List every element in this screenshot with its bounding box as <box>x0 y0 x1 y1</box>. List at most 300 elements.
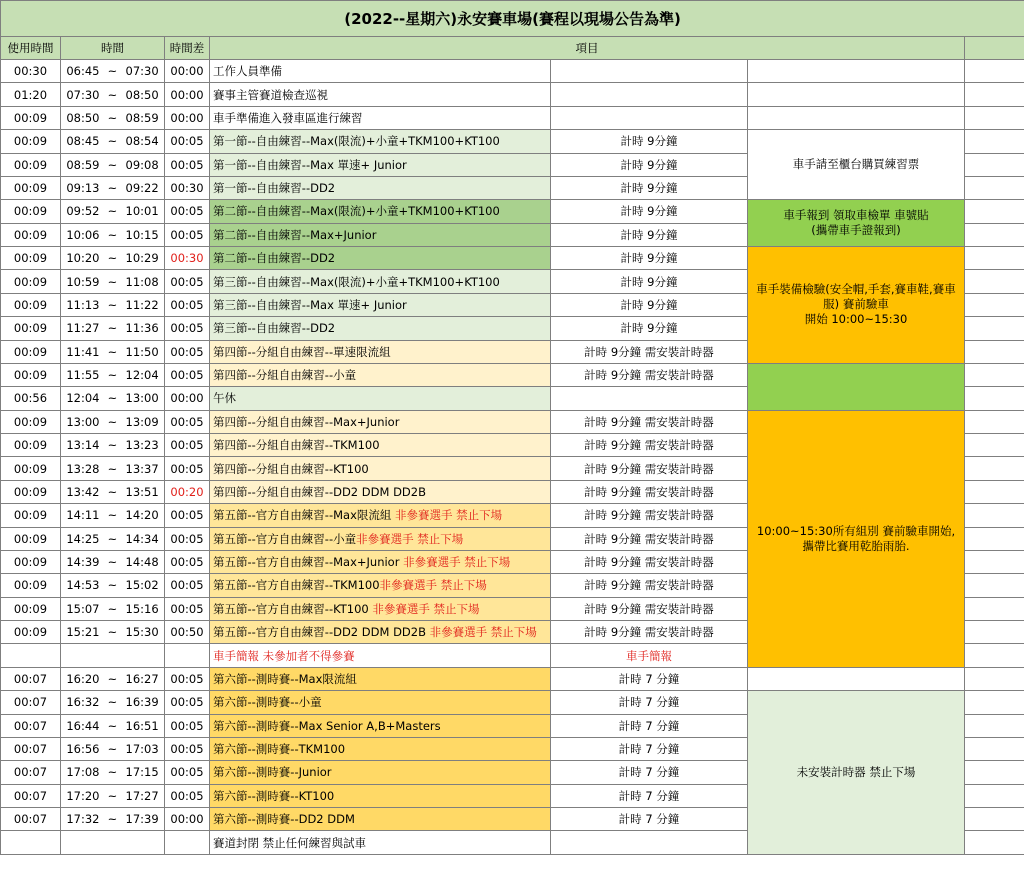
end-time: 10:29 <box>125 251 159 266</box>
end-time: 14:48 <box>125 555 159 570</box>
blank-cell <box>965 410 1024 433</box>
end-time: 11:36 <box>125 321 159 336</box>
start-time: 09:52 <box>66 204 100 219</box>
blank-cell <box>965 434 1024 457</box>
item-text: 第四節--分組自由練習--TKM100 <box>213 438 380 453</box>
blank-cell <box>965 83 1024 106</box>
start-time: 16:20 <box>66 671 100 686</box>
duration-note-cell: 計時 9分鐘 <box>551 223 748 246</box>
time-separator: ~ <box>107 227 118 242</box>
item-text: 第六節--測時賽--DD2 DDM <box>213 812 355 827</box>
use-time-cell: 00:09 <box>1 317 61 340</box>
time-separator: ~ <box>107 344 118 359</box>
blank-cell <box>965 621 1024 644</box>
item-text: 午休 <box>213 391 236 406</box>
use-time-cell: 00:09 <box>1 457 61 480</box>
item-text: 賽道封閉 禁止任何練習與試車 <box>213 835 367 850</box>
item-text: 第一節--自由練習--Max(限流)+小童+TKM100+KT100 <box>213 134 500 149</box>
time-diff-cell: 00:00 <box>165 83 210 106</box>
time-diff-cell: 00:05 <box>165 317 210 340</box>
blank-cell <box>965 247 1024 270</box>
time-range-cell <box>61 737 165 760</box>
time-range-cell <box>61 574 165 597</box>
duration-note-cell: 計時 9分鐘 需安裝計時器 <box>551 340 748 363</box>
time-separator: ~ <box>107 321 118 336</box>
time-diff-cell: 00:00 <box>165 808 210 831</box>
end-time: 14:20 <box>125 508 159 523</box>
blank-cell <box>965 130 1024 153</box>
item-cell <box>210 784 551 807</box>
blank-cell <box>965 714 1024 737</box>
table-row <box>1 106 1024 129</box>
blank-cell <box>965 597 1024 620</box>
item-cell <box>210 387 551 410</box>
blank-cell <box>965 457 1024 480</box>
end-time: 09:22 <box>125 181 159 196</box>
duration-note-cell: 計時 9分鐘 需安裝計時器 <box>551 574 748 597</box>
start-time: 09:13 <box>66 181 100 196</box>
use-time-cell: 00:09 <box>1 340 61 363</box>
item-cell <box>210 200 551 223</box>
duration-note-cell: 計時 7 分鐘 <box>551 784 748 807</box>
use-time-cell: 00:07 <box>1 667 61 690</box>
duration-note-cell: 車手簡報 <box>551 644 748 667</box>
use-time-cell: 00:09 <box>1 270 61 293</box>
time-range-cell <box>61 60 165 83</box>
page-title: (2022--星期六)永安賽車場(賽程以現場公告為準) <box>1 1 1024 37</box>
item-warning: 非參賽選手 禁止下場 <box>372 601 480 616</box>
use-time-cell: 00:07 <box>1 737 61 760</box>
time-separator: ~ <box>107 788 118 803</box>
end-time: 16:51 <box>125 718 159 733</box>
duration-note-cell: 計時 9分鐘 <box>551 153 748 176</box>
item-cell <box>210 434 551 457</box>
end-time: 07:30 <box>125 64 159 79</box>
start-time: 13:42 <box>66 484 100 499</box>
blank-cell <box>965 808 1024 831</box>
blank-cell <box>965 504 1024 527</box>
time-diff-cell: 00:05 <box>165 667 210 690</box>
item-text: 第四節--分組自由練習--DD2 DDM DD2B <box>213 484 426 499</box>
time-diff-cell: 00:05 <box>165 130 210 153</box>
time-separator: ~ <box>107 368 118 383</box>
time-range-cell <box>61 130 165 153</box>
item-cell <box>210 130 551 153</box>
item-text: 第五節--官方自由練習--TKM100 <box>213 578 380 593</box>
time-separator: ~ <box>107 251 118 266</box>
time-separator: ~ <box>107 531 118 546</box>
time-diff-cell: 00:05 <box>165 410 210 433</box>
end-time: 16:27 <box>125 671 159 686</box>
time-diff-cell: 00:05 <box>165 527 210 550</box>
header-blank <box>965 37 1024 60</box>
item-text: 第三節--自由練習--Max(限流)+小童+TKM100+KT100 <box>213 274 500 289</box>
blank-cell <box>965 387 1024 410</box>
item-text: 第四節--分組自由練習--單速限流組 <box>213 344 391 359</box>
item-cell <box>210 457 551 480</box>
time-separator: ~ <box>107 274 118 289</box>
use-time-cell: 00:09 <box>1 597 61 620</box>
use-time-cell: 00:09 <box>1 223 61 246</box>
note-green-block <box>748 363 965 410</box>
end-time: 13:00 <box>125 391 159 406</box>
duration-note-cell: 計時 9分鐘 <box>551 317 748 340</box>
blank-cell <box>965 317 1024 340</box>
start-time: 08:59 <box>66 157 100 172</box>
end-time: 10:15 <box>125 227 159 242</box>
start-time: 12:04 <box>66 391 100 406</box>
time-range-cell <box>61 714 165 737</box>
item-text: 第六節--測時賽--Max Senior A,B+Masters <box>213 718 441 733</box>
start-time: 15:07 <box>66 601 100 616</box>
blank-cell <box>965 176 1024 199</box>
duration-note-cell: 計時 9分鐘 <box>551 200 748 223</box>
use-time-cell: 00:09 <box>1 130 61 153</box>
time-diff-cell: 00:05 <box>165 293 210 316</box>
time-separator: ~ <box>107 391 118 406</box>
item-cell <box>210 176 551 199</box>
start-time: 17:08 <box>66 765 100 780</box>
time-separator: ~ <box>107 742 118 757</box>
time-diff-cell: 00:30 <box>165 176 210 199</box>
end-time: 15:30 <box>125 625 159 640</box>
use-time-cell <box>1 644 61 667</box>
blank-cell <box>965 153 1024 176</box>
note-inspection-2: 10:00~15:30所有組別 賽前驗車開始, 攜帶比賽用乾胎雨胎. <box>748 410 965 667</box>
duration-note-cell: 計時 9分鐘 需安裝計時器 <box>551 504 748 527</box>
duration-note-cell <box>551 831 748 854</box>
item-cell <box>210 106 551 129</box>
item-warning: 車手簡報 未參加者不得參賽 <box>213 648 355 663</box>
time-range-cell <box>61 410 165 433</box>
duration-note-cell: 計時 9分鐘 <box>551 130 748 153</box>
time-range-cell <box>61 340 165 363</box>
item-warning: 非參賽選手 禁止下場 <box>395 508 503 523</box>
time-diff-cell: 00:05 <box>165 714 210 737</box>
item-text: 第四節--分組自由練習--小童 <box>213 368 357 383</box>
time-diff-cell: 00:00 <box>165 60 210 83</box>
start-time: 14:53 <box>66 578 100 593</box>
use-time-cell: 00:07 <box>1 691 61 714</box>
duration-note-cell: 計時 9分鐘 需安裝計時器 <box>551 457 748 480</box>
item-text: 第五節--官方自由練習--Max限流組 <box>213 508 396 523</box>
end-time: 14:34 <box>125 531 159 546</box>
use-time-cell: 00:09 <box>1 153 61 176</box>
start-time: 14:39 <box>66 555 100 570</box>
item-text: 第五節--官方自由練習--Max+Junior <box>213 555 404 570</box>
start-time: 11:55 <box>66 368 100 383</box>
item-cell <box>210 574 551 597</box>
item-text: 工作人員準備 <box>213 64 282 79</box>
header-use-time: 使用時間 <box>1 37 61 60</box>
item-text: 第二節--自由練習--DD2 <box>213 251 336 266</box>
duration-note-cell: 計時 7 分鐘 <box>551 761 748 784</box>
item-text: 第三節--自由練習--DD2 <box>213 321 336 336</box>
end-time: 17:15 <box>125 765 159 780</box>
time-range-cell <box>61 176 165 199</box>
end-time: 13:51 <box>125 484 159 499</box>
item-cell <box>210 270 551 293</box>
blank-cell <box>965 574 1024 597</box>
duration-note-cell: 計時 9分鐘 <box>551 176 748 199</box>
start-time: 13:28 <box>66 461 100 476</box>
use-time-cell: 00:07 <box>1 808 61 831</box>
header-time-diff: 時間差 <box>165 37 210 60</box>
time-range-cell <box>61 317 165 340</box>
duration-note-cell: 計時 9分鐘 需安裝計時器 <box>551 480 748 503</box>
blank-cell <box>965 784 1024 807</box>
item-text: 第五節--官方自由練習--DD2 DDM DD2B <box>213 625 430 640</box>
time-range-cell <box>61 550 165 573</box>
time-range-cell <box>61 200 165 223</box>
time-diff-cell: 00:00 <box>165 106 210 129</box>
use-time-cell: 00:09 <box>1 176 61 199</box>
item-cell <box>210 60 551 83</box>
side-note-cell <box>748 106 965 129</box>
header-time: 時間 <box>61 37 165 60</box>
table-row <box>1 60 1024 83</box>
time-diff-cell: 00:05 <box>165 784 210 807</box>
use-time-cell: 00:09 <box>1 574 61 597</box>
duration-note-cell: 計時 9分鐘 需安裝計時器 <box>551 363 748 386</box>
item-cell <box>210 644 551 667</box>
start-time: 07:30 <box>66 87 100 102</box>
start-time: 08:50 <box>66 110 100 125</box>
item-cell <box>210 831 551 854</box>
item-warning: 非參賽選手 禁止下場 <box>356 531 464 546</box>
time-range-cell <box>61 106 165 129</box>
time-separator: ~ <box>107 157 118 172</box>
time-diff-cell: 00:05 <box>165 504 210 527</box>
time-diff-cell: 00:05 <box>165 434 210 457</box>
time-range-cell <box>61 293 165 316</box>
time-separator: ~ <box>107 297 118 312</box>
use-time-cell: 00:07 <box>1 714 61 737</box>
time-range-cell <box>61 831 165 854</box>
item-cell <box>210 527 551 550</box>
note-no-timer: 未安裝計時器 禁止下場 <box>748 691 965 855</box>
table-row <box>1 130 1024 153</box>
use-time-cell: 00:09 <box>1 504 61 527</box>
start-time: 16:44 <box>66 718 100 733</box>
blank-cell <box>965 550 1024 573</box>
duration-note-cell <box>551 106 748 129</box>
item-text: 第二節--自由練習--Max(限流)+小童+TKM100+KT100 <box>213 204 500 219</box>
item-warning: 非參賽選手 禁止下場 <box>379 578 487 593</box>
time-separator: ~ <box>107 414 118 429</box>
time-separator: ~ <box>107 461 118 476</box>
end-time: 11:50 <box>125 344 159 359</box>
item-cell <box>210 293 551 316</box>
time-diff-cell: 00:05 <box>165 363 210 386</box>
use-time-cell: 00:09 <box>1 410 61 433</box>
start-time: 10:20 <box>66 251 100 266</box>
use-time-cell: 00:09 <box>1 434 61 457</box>
table-row <box>1 691 1024 714</box>
use-time-cell: 00:09 <box>1 247 61 270</box>
duration-note-cell: 計時 7 分鐘 <box>551 808 748 831</box>
end-time: 15:02 <box>125 578 159 593</box>
start-time: 16:32 <box>66 695 100 710</box>
start-time: 11:27 <box>66 321 100 336</box>
start-time: 10:06 <box>66 227 100 242</box>
item-cell <box>210 761 551 784</box>
time-range-cell <box>61 223 165 246</box>
blank-cell <box>965 480 1024 503</box>
time-range-cell <box>61 457 165 480</box>
use-time-cell: 00:09 <box>1 200 61 223</box>
item-cell <box>210 737 551 760</box>
item-cell <box>210 153 551 176</box>
time-range-cell <box>61 363 165 386</box>
duration-note-cell: 計時 9分鐘 需安裝計時器 <box>551 550 748 573</box>
item-text: 第六節--測時賽--Max限流組 <box>213 671 357 686</box>
start-time: 16:56 <box>66 742 100 757</box>
table-row <box>1 200 1024 223</box>
time-range-cell <box>61 480 165 503</box>
item-text: 第二節--自由練習--Max+Junior <box>213 227 377 242</box>
end-time: 17:03 <box>125 742 159 757</box>
item-text: 車手準備進入發車區進行練習 <box>213 110 363 125</box>
use-time-cell: 00:07 <box>1 761 61 784</box>
table-row <box>1 667 1024 690</box>
start-time: 17:32 <box>66 812 100 827</box>
item-cell <box>210 550 551 573</box>
time-range-cell <box>61 434 165 457</box>
time-diff-cell: 00:20 <box>165 480 210 503</box>
time-range-cell <box>61 247 165 270</box>
item-cell <box>210 83 551 106</box>
use-time-cell: 00:30 <box>1 60 61 83</box>
side-note-cell <box>748 60 965 83</box>
header-item: 項目 <box>210 37 965 60</box>
time-diff-cell: 00:05 <box>165 737 210 760</box>
item-text: 第一節--自由練習--Max 單速+ Junior <box>213 157 407 172</box>
time-range-cell <box>61 691 165 714</box>
use-time-cell: 00:09 <box>1 550 61 573</box>
start-time: 15:21 <box>66 625 100 640</box>
duration-note-cell <box>551 387 748 410</box>
use-time-cell: 00:09 <box>1 621 61 644</box>
time-range-cell <box>61 761 165 784</box>
table-row <box>1 410 1024 433</box>
item-cell <box>210 667 551 690</box>
end-time: 09:08 <box>125 157 159 172</box>
side-note-cell <box>748 83 965 106</box>
blank-cell <box>965 340 1024 363</box>
blank-cell <box>965 200 1024 223</box>
time-diff-cell: 00:05 <box>165 340 210 363</box>
end-time: 10:01 <box>125 204 159 219</box>
end-time: 17:39 <box>125 812 159 827</box>
item-text: 第五節--官方自由練習--KT100 <box>213 601 373 616</box>
blank-cell <box>965 270 1024 293</box>
time-separator: ~ <box>107 555 118 570</box>
time-range-cell <box>61 527 165 550</box>
time-diff-cell: 00:05 <box>165 223 210 246</box>
end-time: 11:22 <box>125 297 159 312</box>
table-row <box>1 363 1024 386</box>
time-separator: ~ <box>107 64 118 79</box>
time-separator: ~ <box>107 718 118 733</box>
end-time: 13:23 <box>125 438 159 453</box>
table-row <box>1 247 1024 270</box>
end-time: 13:09 <box>125 414 159 429</box>
time-separator: ~ <box>107 110 118 125</box>
end-time: 08:59 <box>125 110 159 125</box>
time-separator: ~ <box>107 601 118 616</box>
blank-cell <box>965 691 1024 714</box>
start-time: 11:41 <box>66 344 100 359</box>
use-time-cell: 00:09 <box>1 363 61 386</box>
item-cell <box>210 504 551 527</box>
blank-cell <box>965 363 1024 386</box>
item-text: 第四節--分組自由練習--Max+Junior <box>213 414 400 429</box>
blank-cell <box>965 667 1024 690</box>
item-cell <box>210 621 551 644</box>
item-text: 第四節--分組自由練習--KT100 <box>213 461 369 476</box>
blank-cell <box>965 60 1024 83</box>
time-range-cell <box>61 808 165 831</box>
item-cell <box>210 691 551 714</box>
start-time: 08:45 <box>66 134 100 149</box>
time-range-cell <box>61 504 165 527</box>
time-separator: ~ <box>107 438 118 453</box>
item-cell <box>210 363 551 386</box>
time-diff-cell: 00:50 <box>165 621 210 644</box>
note-inspection-1: 車手裝備檢驗(安全帽,手套,賽車鞋,賽車服) 賽前驗車 開始 10:00~15:30 <box>748 247 965 364</box>
time-range-cell <box>61 597 165 620</box>
time-range-cell <box>61 270 165 293</box>
blank-cell <box>965 293 1024 316</box>
end-time: 17:27 <box>125 788 159 803</box>
duration-note-cell: 計時 9分鐘 需安裝計時器 <box>551 527 748 550</box>
duration-note-cell: 計時 7 分鐘 <box>551 667 748 690</box>
item-cell <box>210 808 551 831</box>
note-buy-ticket: 車手請至櫃台購買練習票 <box>748 130 965 200</box>
time-diff-cell <box>165 644 210 667</box>
end-time: 16:39 <box>125 695 159 710</box>
duration-note-cell: 計時 7 分鐘 <box>551 691 748 714</box>
duration-note-cell: 計時 9分鐘 需安裝計時器 <box>551 597 748 620</box>
time-diff-cell: 00:05 <box>165 761 210 784</box>
time-separator: ~ <box>107 625 118 640</box>
start-time: 14:25 <box>66 531 100 546</box>
item-cell <box>210 597 551 620</box>
time-range-cell <box>61 153 165 176</box>
time-separator: ~ <box>107 181 118 196</box>
end-time: 12:04 <box>125 368 159 383</box>
use-time-cell: 01:20 <box>1 83 61 106</box>
time-separator: ~ <box>107 204 118 219</box>
time-separator: ~ <box>107 134 118 149</box>
blank-cell <box>965 527 1024 550</box>
duration-note-cell: 計時 9分鐘 需安裝計時器 <box>551 621 748 644</box>
use-time-cell: 00:09 <box>1 480 61 503</box>
item-warning: 非參賽選手 禁止下場 <box>429 625 537 640</box>
time-separator: ~ <box>107 484 118 499</box>
use-time-cell: 00:56 <box>1 387 61 410</box>
time-separator: ~ <box>107 765 118 780</box>
start-time: 17:20 <box>66 788 100 803</box>
time-separator: ~ <box>107 87 118 102</box>
time-separator: ~ <box>107 508 118 523</box>
item-cell <box>210 410 551 433</box>
item-warning: 非參賽選手 禁止下場 <box>403 555 511 570</box>
use-time-cell: 00:09 <box>1 527 61 550</box>
time-range-cell <box>61 621 165 644</box>
item-text: 第一節--自由練習--DD2 <box>213 181 336 196</box>
